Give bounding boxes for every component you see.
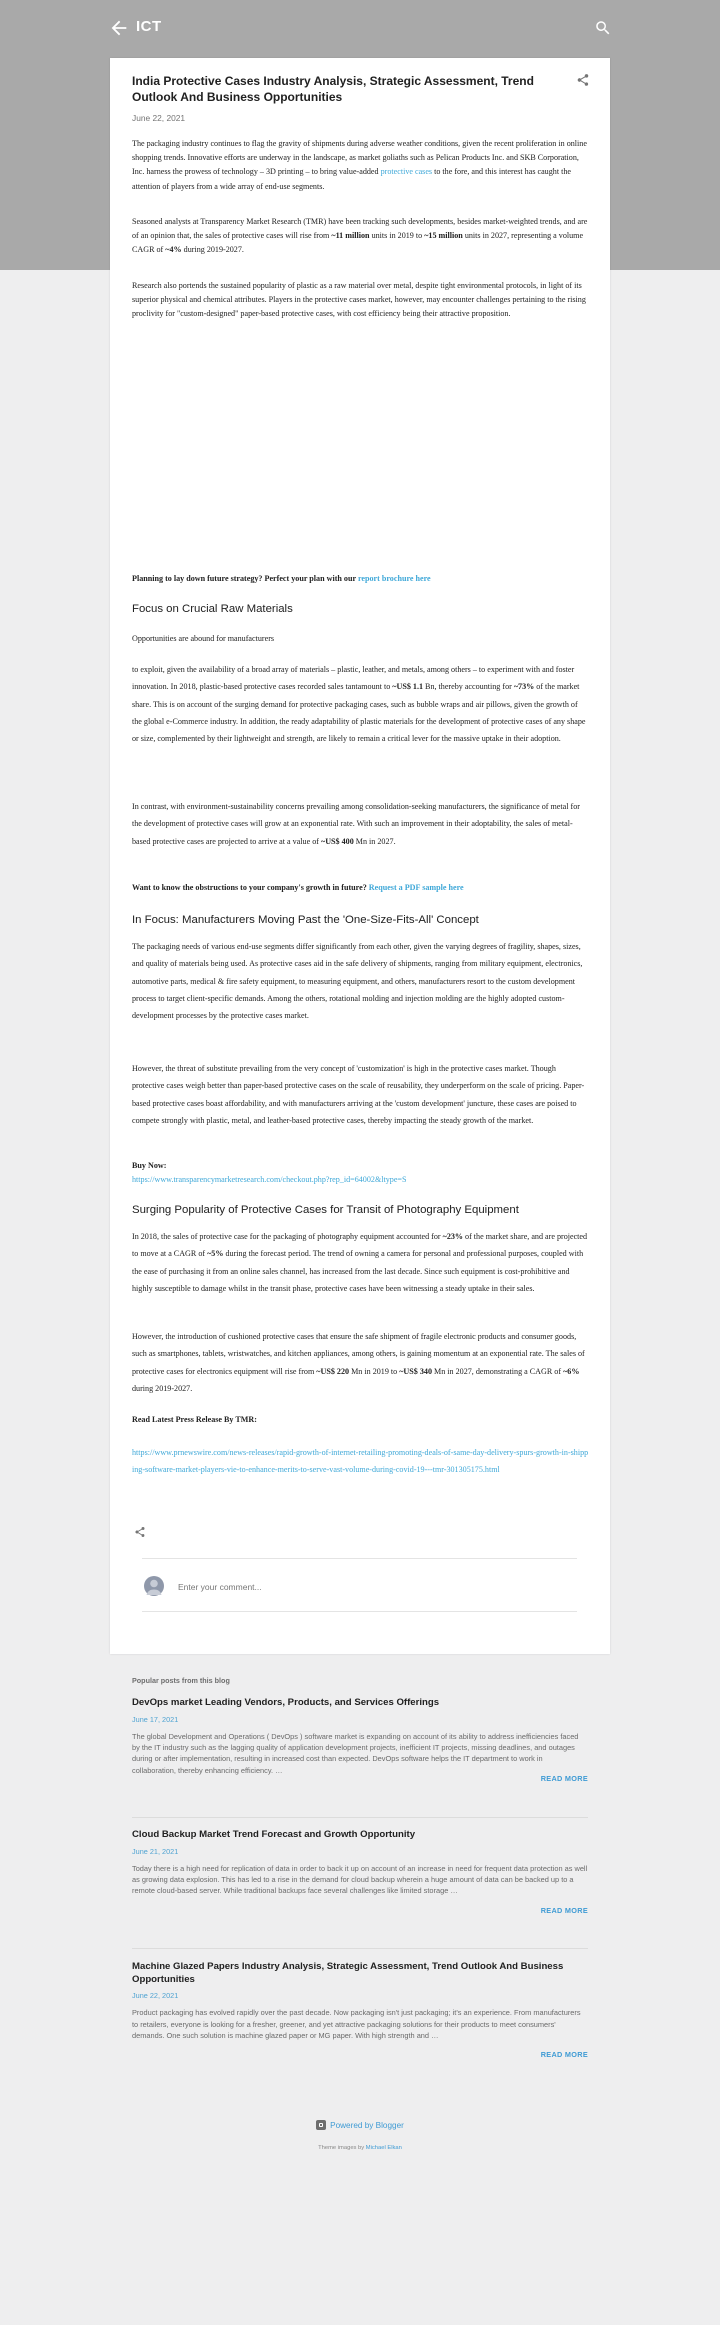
heading-photography: Surging Popularity of Protective Cases for Transit of Photography Equipment xyxy=(132,1204,519,1216)
blogger-icon xyxy=(316,2120,326,2130)
paragraph-photography: In 2018, the sales of protective case for the packaging of photography equipment accounted for ~23% of the market share, and are projected to move at a CAGR of ~5% during the forecast period. The trend of owning a camera for personal and professional purposes, coupled with the ease of purchasing it from an online sales channel, has increased from the last decade. Since such equipment is cost-prohibitive and highly susceptible to damage whilst in the transit phase, protective cases have been witnessing a steady uptake in their sales. xyxy=(132,1232,588,1293)
popular-post-snippet: Product packaging has evolved rapidly over the past decade. Now packaging isn't just packaging; it's an experience. From manufacturers to retailers, everyone is looking for a fresher, greener, and yet attractive packaging solutions for their products to meet consumers' demands. One such solution is machine glazed paper or MG paper. With high strength and … xyxy=(132,2008,581,2040)
report-brochure-link[interactable]: report brochure here xyxy=(357,574,431,583)
popular-post-title[interactable]: DevOps market Leading Vendors, Products, and Services Offerings xyxy=(132,1697,440,1708)
share-icon[interactable] xyxy=(576,73,590,87)
avatar xyxy=(144,1576,164,1596)
blog-title[interactable]: ICT xyxy=(136,18,162,35)
cta-pdf-sample: Want to know the obstructions to your company's growth in future? Request a PDF sample here xyxy=(132,883,464,892)
popular-divider xyxy=(132,1948,588,1949)
heading-one-size: In Focus: Manufacturers Moving Past the 'One-Size-Fits-All' Concept xyxy=(132,914,479,926)
arrow-back-icon[interactable] xyxy=(108,17,130,39)
post-card xyxy=(110,58,610,1654)
pdf-sample-link[interactable]: Request a PDF sample here xyxy=(368,883,464,892)
comment-divider-bottom xyxy=(142,1611,577,1612)
protective-cases-link[interactable]: protective cases xyxy=(380,167,433,177)
buy-now-label: Buy Now: xyxy=(132,1161,167,1170)
comment-input[interactable] xyxy=(178,1580,558,1594)
popular-divider xyxy=(132,1817,588,1818)
paragraph-research: Research also portends the sustained popularity of plastic as a raw material over metal, despite tight environmental protocols, in light of its superior physical and chemical attributes. Players in the protective cases market, however, may encounter challenges pertaining to the rising proclivity for "custom-designed" paper-based protective cases, with cost efficiency being their attractive proposition. xyxy=(132,281,586,319)
read-more-link[interactable]: READ MORE xyxy=(540,2050,588,2060)
press-release-label: Read Latest Press Release By TMR: xyxy=(132,1415,257,1424)
paragraph-opportunities: Opportunities are abound for manufacturers xyxy=(132,634,275,643)
paragraph-materials: to exploit, given the availability of a broad array of materials – plastic, leather, and metals, among others – to experiment with and foster innovation. In 2018, plastic-based protective cases recorded sales tantamount to ~US$ 1.1 Bn, thereby accounting for ~73% of the market share. This is on account of the surging demand for protective packaging cases, such as bubble wraps and air pillows, given the growth of the global e-Commerce industry. In addition, the ready adaptability of plastic materials for the development of protective cases of any shape or size, complemented by their lightweight and strength, are likely to remain a critical lever for the massive uptake in their adoption. xyxy=(132,665,586,744)
popular-post-date: June 17, 2021 xyxy=(132,1714,179,1724)
paragraph-electronics: However, the introduction of cushioned protective cases that ensure the safe shipment of fragile electronic products and consumer goods, such as smartphones, tablets, wristwatches, and kitchen appliances, among others, is gaining momentum at an exponential rate. The sales of protective cases for electronics equipment will rise from ~US$ 220 Mn in 2019 to ~US$ 340 Mn in 2027, demonstrating a CAGR of ~6% during 2019-2027. xyxy=(132,1332,585,1393)
popular-post-date: June 22, 2021 xyxy=(132,1991,179,2001)
theme-author-link[interactable]: Michael Elkan xyxy=(365,2145,402,2151)
paragraph-packaging-needs: The packaging needs of various end-use segments differ significantly from each other, given the varying degrees of fragility, shapes, sizes, and quality of materials being used. As protective cases aid in the safe delivery of shipments, ranging from military equipment, electronics, automotive parts, medical & fire safety equipment, to measuring equipment, and others, manufacturers resort to the custom development process to target client-specific demands. Among the others, rotational molding and injection molding are the highly adopted custom-development processes by the protective cases market. xyxy=(132,942,583,1021)
cta-brochure: Planning to lay down future strategy? Perfect your plan with our report brochure here xyxy=(132,574,431,583)
user-icon xyxy=(144,1576,164,1596)
paragraph-substitute: However, the threat of substitute prevailing from the very concept of 'customization' is high in the protective cases market. Though protective cases weigh better than paper-based protective cases on the scale of reusability, they underperform on the scale of pricing. Paper-based protective cases boast affordability, and with manufacturers arriving at the 'custom development' juncture, these cases are poised to compete strongly with plastic, metal, and leather-based protective cases, thereby impacting the steady growth of the market. xyxy=(132,1064,585,1125)
powered-by-blogger[interactable]: Powered by Blogger xyxy=(0,2120,720,2130)
popular-post xyxy=(132,1697,588,1783)
post-date: June 22, 2021 xyxy=(132,113,186,123)
buy-now-link[interactable]: https://www.transparencymarketresearch.com/checkout.php?rep_id=64002&ltype=S xyxy=(132,1175,407,1185)
popular-post-title[interactable]: Cloud Backup Market Trend Forecast and Growth Opportunity xyxy=(132,1829,416,1840)
press-release-link[interactable]: https://www.prnewswire.com/news-releases/rapid-growth-of-internet-retailing-promoting-deals-of-same-day-delivery-spurs-growth-in-shipping-software-market-players-vie-to-enhance-merits-to-serve-vast-volume-during-covid-19---tmr-301305175.html xyxy=(132,1448,589,1475)
search-icon[interactable] xyxy=(594,19,612,37)
popular-post-date: June 21, 2021 xyxy=(132,1846,179,1856)
read-more-link[interactable]: READ MORE xyxy=(540,1905,588,1915)
top-bar xyxy=(0,0,720,56)
paragraph-intro: The packaging industry continues to flag the gravity of shipments during adverse weather conditions, given the recent proliferation in online shopping trends. Innovative efforts are underway in the landscape, as market goliaths such as Pelican Products Inc. and SKB Corporation, Inc. harness the prowess of technology – 3D printing – to bring value-added protective cases to the fore, and this interest has caught the attention of players from a wide array of end-use segments. xyxy=(132,139,587,191)
paragraph-analysts: Seasoned analysts at Transparency Market Research (TMR) have been tracking such developments, besides market-weighted trends, and are of an opinion that, the sales of protective cases will rise from ~11 million units in 2019 to ~15 million units in 2027, representing a volume CAGR of ~4% during 2019-2027. xyxy=(132,217,588,255)
paragraph-metal: In contrast, with environment-sustainability concerns prevailing among consolidation-seeking manufacturers, the significance of metal for the development of protective cases will grow at an exponential rate. With such an improvement in their adoptability, the sales of metal-based protective cases are projected to arrive at a value of ~US$ 400 Mn in 2027. xyxy=(132,802,580,846)
post-title: India Protective Cases Industry Analysis, Strategic Assessment, Trend Outlook And Business Opportunities xyxy=(132,74,534,104)
popular-post-title[interactable]: Machine Glazed Papers Industry Analysis, Strategic Assessment, Trend Outlook And Business Opportunities xyxy=(132,1961,564,1985)
popular-post xyxy=(132,1961,588,2059)
comment-divider-top xyxy=(142,1558,577,1559)
popular-post-snippet: Today there is a high need for replication of data in order to back it up on account of an increase in need for frequent data protection as well as growing data explosion. This has led to a rise in the demand for cloud backup wherein a huge amount of data can be backed up to a remote cloud-based server. While traditional backups face several challenges like limited storage … xyxy=(132,1863,588,1896)
heading-raw-materials: Focus on Crucial Raw Materials xyxy=(132,603,293,615)
buy-now xyxy=(132,1159,589,1187)
popular-post xyxy=(132,1829,588,1915)
popular-posts-heading: Popular posts from this blog xyxy=(132,1676,230,1685)
theme-credit: Theme images by Michael Elkan xyxy=(318,2145,402,2151)
popular-post-snippet: The global Development and Operations ( DevOps ) software market is expanding on account of its ability to address inefficiencies faced by the IT industry such as the lagging quality of application development projects, inefficient IT projects, missing deadlines, and outages during or after implementation, resulting in increased cost than expected. DevOps software helps the IT department to work in collaboration, thereby enhancing efficiency. … xyxy=(132,1731,579,1775)
share-icon[interactable] xyxy=(134,1526,146,1538)
read-more-link[interactable]: READ MORE xyxy=(540,1773,588,1783)
